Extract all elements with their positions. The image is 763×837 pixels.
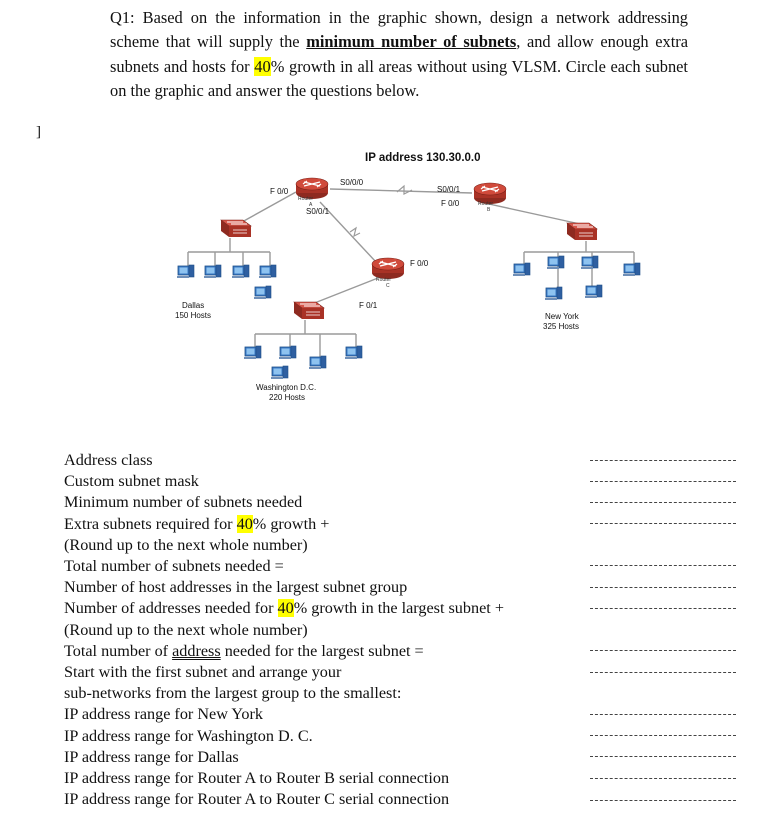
answer-blank-range-ny[interactable]	[590, 714, 736, 715]
newyork-hosts: 325 Hosts	[543, 322, 580, 331]
newyork-switch-icon	[567, 223, 597, 240]
answer-blank-growth[interactable]	[590, 608, 736, 609]
router-a-letter: A	[309, 202, 313, 208]
answer-blank-total-addr[interactable]	[590, 650, 736, 651]
washington-pc-icon	[244, 346, 261, 359]
dallas-hosts: 150 Hosts	[175, 311, 212, 320]
washington-pc-icon	[271, 366, 288, 379]
newyork-pc-icon	[581, 256, 598, 269]
iface-a-s000: S0/0/0	[340, 178, 364, 187]
dallas-pc-icon	[254, 286, 271, 299]
washington-name: Washington D.C.	[256, 383, 317, 392]
prompt-extra-subnets-b: % growth +	[252, 514, 330, 533]
prompt-address-class: Address class	[64, 451, 153, 469]
question-percent-highlight: 40	[254, 56, 271, 76]
prompt-extra-subnets-a: Extra subnets required for	[64, 514, 237, 533]
answer-blank-min-subnets[interactable]	[590, 502, 736, 503]
prompt-arrange-1: Start with the first subnet and arrange your	[64, 663, 342, 682]
answer-blank-range-ab[interactable]	[590, 778, 736, 779]
prompt-growth-pct: 40	[277, 599, 294, 618]
prompt-total-addr	[64, 641, 584, 662]
question-text	[110, 6, 688, 104]
answer-blank-largest-group[interactable]	[590, 587, 736, 588]
washington-switch-icon	[294, 302, 324, 319]
dallas-pc-icon	[177, 265, 194, 278]
prompt-largest-group: Number of host addresses in the largest subnet group	[64, 578, 408, 597]
prompt-growth-a: Number of addresses needed for	[64, 599, 278, 618]
washington-pc-icon	[309, 356, 326, 369]
newyork-pc-icon	[545, 287, 562, 300]
prompt-round-2: (Round up to the next whole number)	[64, 620, 308, 639]
prompt-min-subnets: Minimum number of subnets needed	[64, 493, 303, 512]
prompt-total-addr-b: needed for the largest subnet =	[220, 641, 424, 660]
prompt-round-1: (Round up to the next whole number)	[64, 535, 308, 554]
answer-blank-total-subnets[interactable]	[590, 565, 736, 566]
prompt-total-subnets: Total number of subnets needed =	[64, 557, 284, 576]
router-b-label: Router	[478, 201, 494, 207]
newyork-name: New York	[545, 312, 579, 321]
answer-blank-arrange[interactable]	[590, 672, 736, 673]
router-c-label: Router	[376, 277, 392, 283]
iface-c-f01: F 0/1	[359, 301, 378, 310]
router-b-letter: B	[487, 207, 491, 213]
worksheet-prompts	[64, 450, 584, 810]
prompt-custom-mask: Custom subnet mask	[64, 472, 199, 491]
washington-pc-icon	[345, 346, 362, 359]
iface-b-f00: F 0/0	[441, 199, 460, 208]
prompt-growth	[64, 598, 584, 619]
answer-blank-range-dallas[interactable]	[590, 756, 736, 757]
newyork-pc-icon	[623, 263, 640, 276]
prompt-range-ab: IP address range for Router A to Router B serial connection	[64, 769, 450, 788]
question-part3: % growth in all areas without using VLSM. Circle each subnet on the graphic and answer the questions below.	[110, 56, 688, 101]
prompt-total-addr-a: Total number of	[64, 641, 173, 660]
prompt-arrange-2: sub-networks from the largest group to the smallest:	[64, 684, 402, 703]
router-c-icon	[372, 258, 404, 279]
serial-link-ab-mark	[397, 186, 412, 194]
dallas-pc-icon	[259, 265, 276, 278]
question-prefix: Q1:	[110, 8, 135, 27]
iface-a-f00: F 0/0	[270, 187, 289, 196]
answer-blank-range-dc[interactable]	[590, 735, 736, 736]
prompt-total-addr-word: address	[172, 641, 221, 660]
question-emphasis: minimum number of subnets	[306, 32, 517, 52]
network-diagram	[0, 140, 763, 410]
iface-b-s001: S0/0/1	[437, 185, 461, 194]
prompt-range-ac: IP address range for Router A to Router C serial connection	[64, 790, 450, 809]
prompt-range-ny: IP address range for New York	[64, 705, 264, 724]
newyork-pc-icon	[547, 256, 564, 269]
router-c-letter: C	[386, 283, 390, 289]
washington-hosts: 220 Hosts	[269, 393, 306, 402]
prompt-growth-b: % growth in the largest subnet +	[293, 599, 504, 618]
newyork-pc-icon	[513, 263, 530, 276]
cables	[188, 189, 634, 360]
iface-a-s001: S0/0/1	[306, 207, 330, 216]
dallas-pc-icon	[204, 265, 221, 278]
question-part2: , and allow enough extra subnets and hosts for	[110, 32, 689, 76]
prompt-range-dallas: IP address range for Dallas	[64, 747, 239, 766]
diagram-title: IP address 130.30.0.0	[365, 152, 481, 164]
prompt-extra-subnets	[64, 514, 584, 535]
washington-pc-icon	[279, 346, 296, 359]
dallas-name: Dallas	[182, 301, 205, 310]
answer-blank-range-ac[interactable]	[590, 800, 736, 801]
answer-blank-address-class[interactable]	[590, 460, 736, 461]
answer-blank-custom-mask[interactable]	[590, 481, 736, 482]
margin-bracket-mark: ]	[36, 124, 41, 140]
iface-c-f00: F 0/0	[410, 259, 429, 268]
dallas-pc-icon	[232, 265, 249, 278]
question-part1: Based on the information in the graphic shown, design a network addressing scheme that will supply the	[110, 8, 688, 52]
answer-blank-extra-subnets[interactable]	[590, 523, 736, 524]
dallas-switch-icon	[221, 220, 251, 237]
router-a-label: Router	[298, 196, 314, 202]
prompt-range-dc: IP address range for Washington D. C.	[64, 726, 313, 745]
prompt-extra-subnets-pct: 40	[236, 514, 253, 533]
newyork-pc-icon	[585, 285, 602, 298]
